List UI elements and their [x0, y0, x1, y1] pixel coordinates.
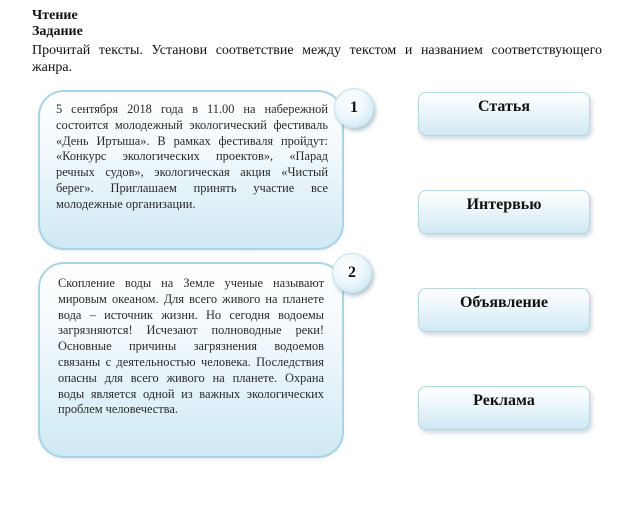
genre-option-advertisement[interactable]: Реклама	[418, 386, 590, 430]
task-title: Задание	[32, 24, 83, 39]
genre-option-article[interactable]: Статья	[418, 92, 590, 136]
genre-option-announcement[interactable]: Объявление	[418, 288, 590, 332]
section-title: Чтение	[32, 8, 78, 23]
text-box-2	[38, 262, 344, 458]
text-number-badge-2: 2	[332, 253, 372, 293]
text-box-1	[38, 90, 344, 250]
text-number-badge-1: 1	[334, 88, 374, 128]
text-body-2: Скопление воды на Земле ученые называют мировым океаном. Для всего живого на планете вода – источник жизни. Но сегодня водоемы загрязняются! Исчезают полноводные реки! Основные причины загрязнения водоемов связаны с деятельностью человека. Последствия опасны для всего живого на планете. Охрана воды является одной из важных экологических проблем человечества.	[58, 276, 324, 417]
genre-option-interview[interactable]: Интервью	[418, 190, 590, 234]
task-instruction: Прочитай тексты. Установи соответствие между текстом и названием соответствующего жанра.	[32, 43, 602, 75]
text-body-1: 5 сентября 2018 года в 11.00 на набережной состоится молодежный экологический фестиваль «День Иртыша». В рамках фестиваля пройдут: «Конкурс экологических проектов», «Парад речных судов», экологическая акция «Чистый берег». Приглашаем принять участие все молодежные организации.	[56, 102, 328, 211]
